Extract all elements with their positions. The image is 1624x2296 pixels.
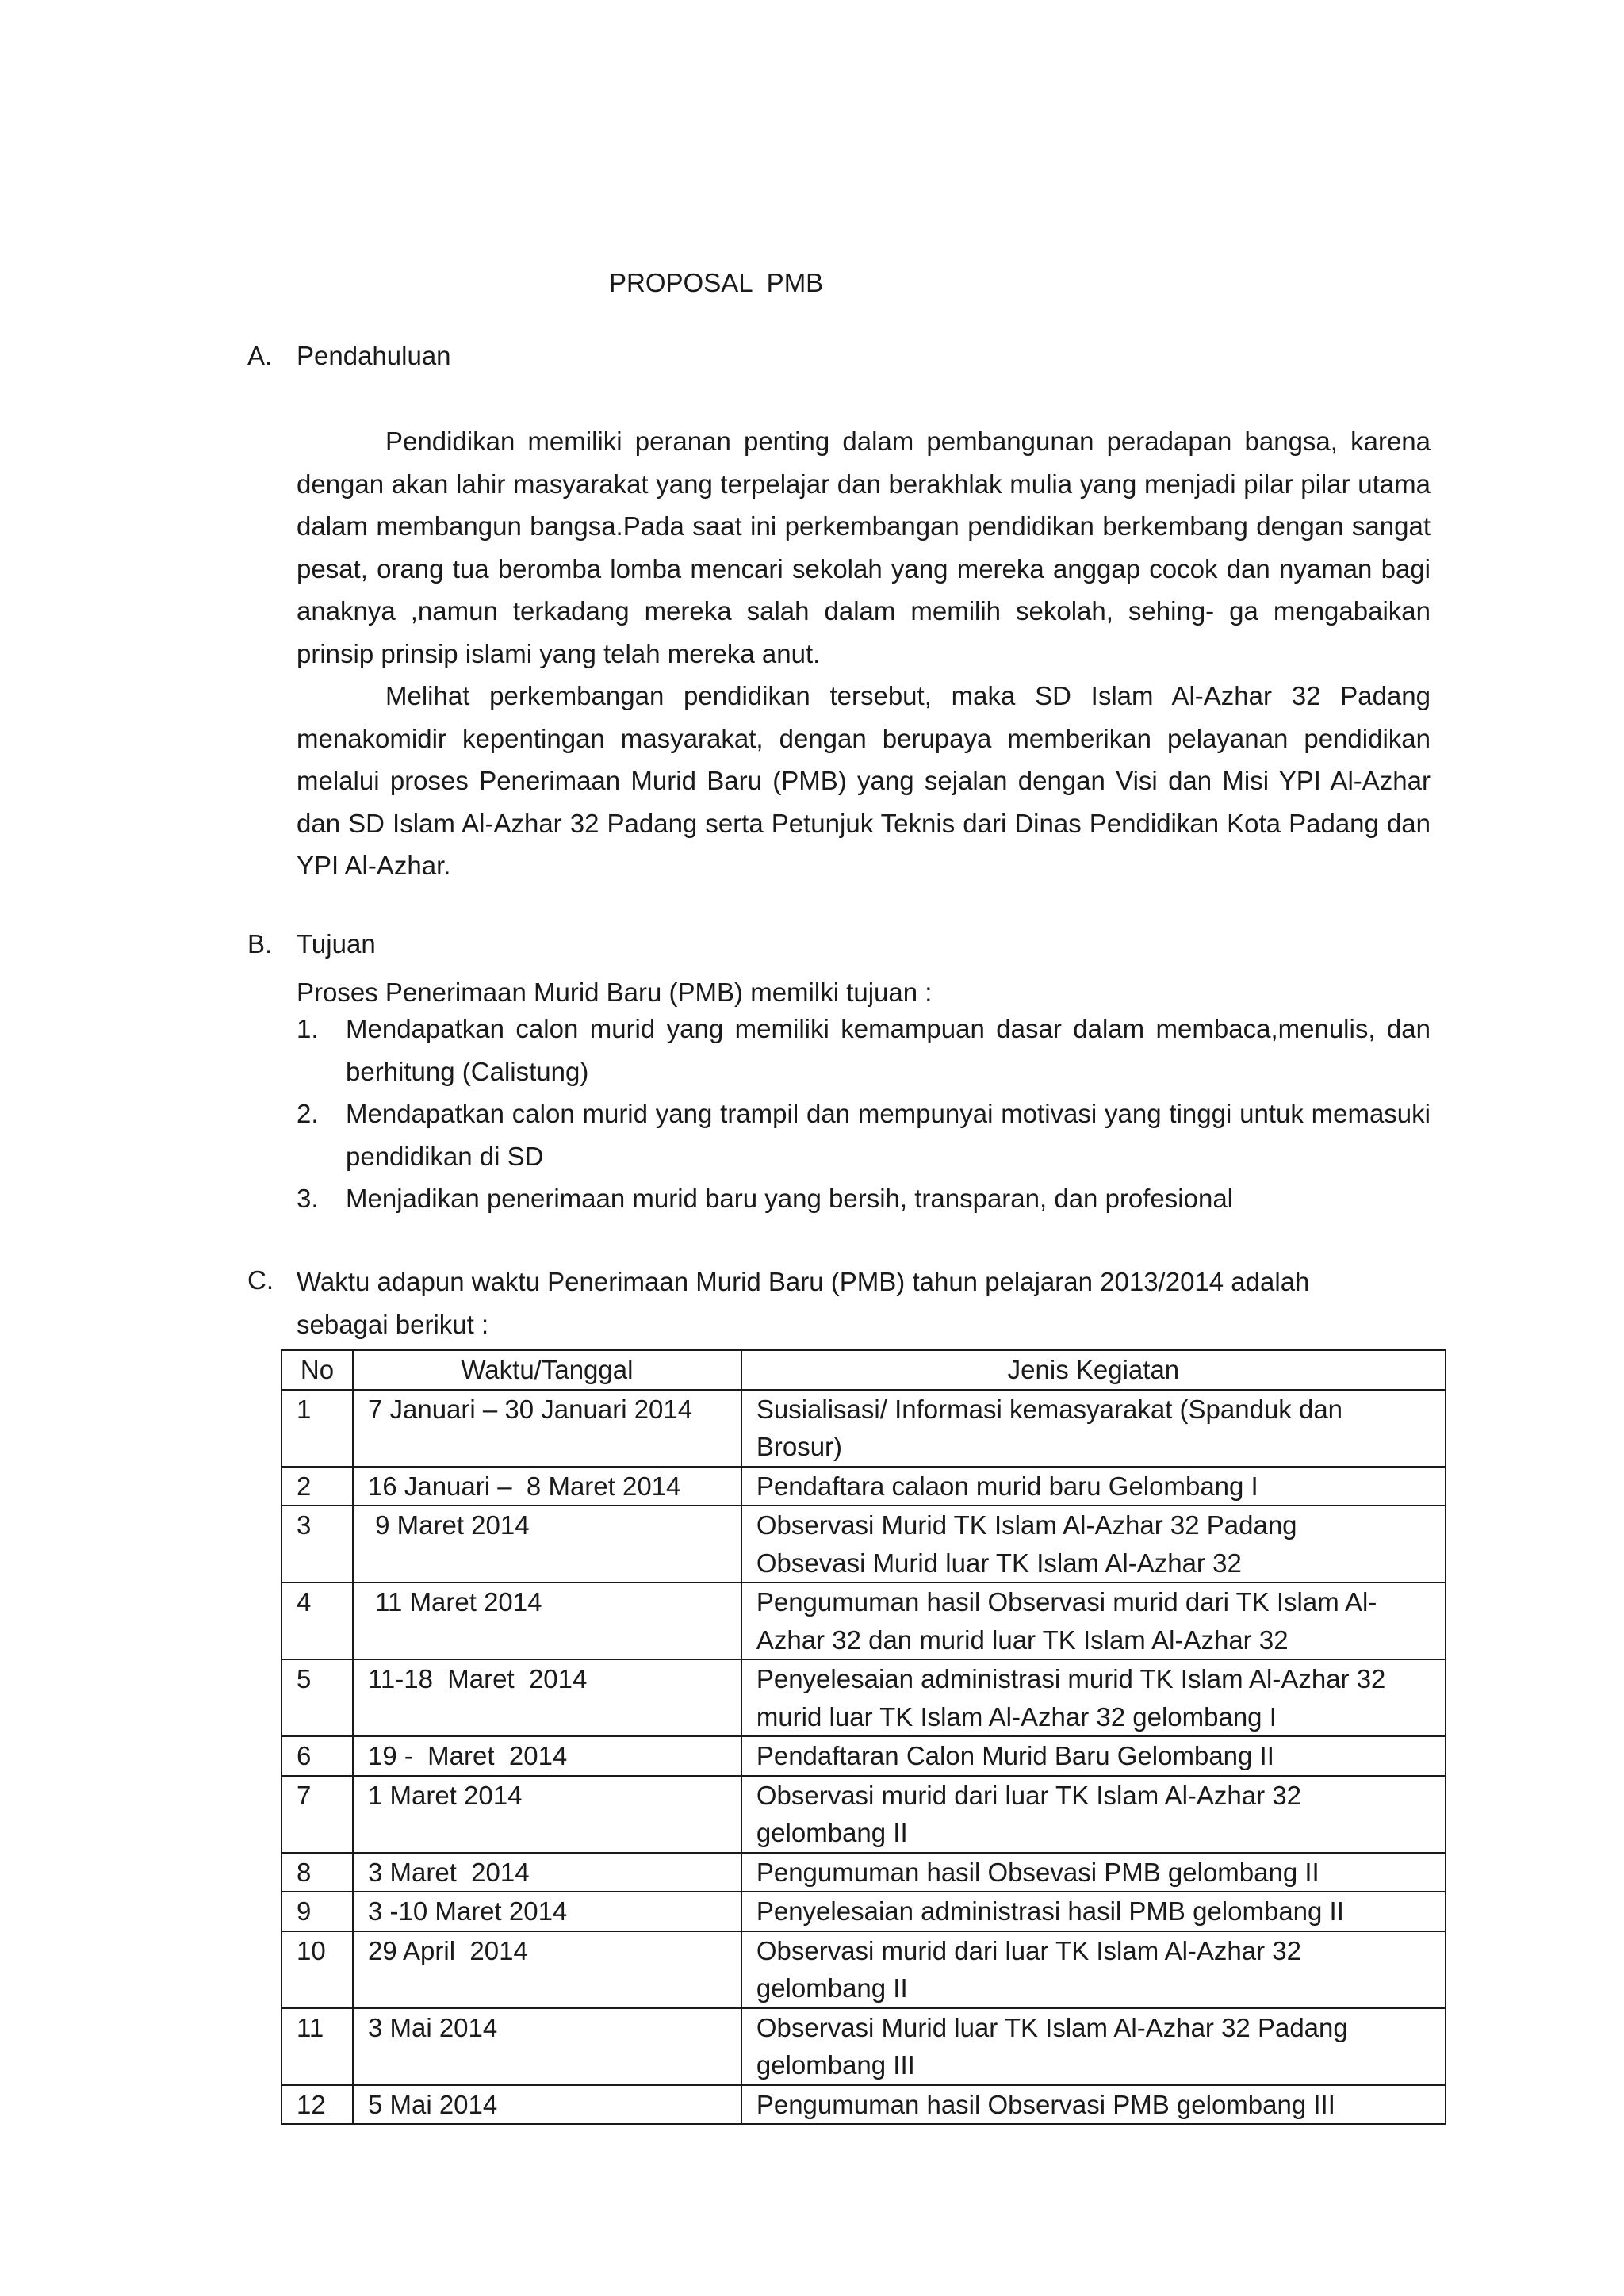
row-number: 3 [282, 1506, 353, 1582]
section-b-intro: Proses Penerimaan Murid Baru (PMB) memilki tujuan : [297, 978, 933, 1007]
section-c-letter: C. [247, 1265, 274, 1295]
column-header-date: Waktu/Tanggal [353, 1350, 741, 1390]
row-number: 10 [282, 1931, 353, 2008]
row-number: 6 [282, 1736, 353, 1776]
row-number: 4 [282, 1582, 353, 1659]
section-a-letter: A. [247, 341, 273, 370]
row-activity: Pendaftara calaon murid baru Gelombang I [741, 1467, 1446, 1506]
table-row [282, 1506, 1446, 1582]
row-number: 9 [282, 1892, 353, 1931]
table-row [282, 1390, 1446, 1467]
row-date: 29 April 2014 [353, 1931, 741, 2008]
row-activity: Observasi Murid TK Islam Al-Azhar 32 Padang Obsevasi Murid luar TK Islam Al-Azhar 32 [741, 1506, 1446, 1582]
list-item [297, 1008, 1431, 1093]
row-activity: Observasi murid dari luar TK Islam Al-Azhar 32 gelombang II [741, 1931, 1446, 2008]
list-item [297, 1177, 1431, 1220]
row-number: 11 [282, 2008, 353, 2085]
row-date: 9 Maret 2014 [353, 1506, 741, 1582]
section-a-paragraph-2: Melihat perkembangan pendidikan tersebut, maka SD Islam Al-Azhar 32 Padang menakomidir kepentingan masyarakat, dengan berupaya memberikan pelayanan pendidikan melalui proses Penerimaan Murid Baru (PMB) yang sejalan dengan Visi dan Misi YPI Al-Azhar dan SD Islam Al-Azhar 32 Padang serta Petunjuk Teknis dari Dinas Pendidikan Kota Padang dan YPI Al-Azhar. [297, 681, 1431, 880]
document-title: PROPOSAL PMB [609, 268, 824, 297]
list-item [297, 1093, 1431, 1177]
row-number: 7 [282, 1776, 353, 1853]
row-date: 3 Maret 2014 [353, 1853, 741, 1892]
table-row [282, 2085, 1446, 2125]
row-number: 8 [282, 1853, 353, 1892]
tujuan-list [297, 1008, 1431, 1220]
list-item-text: Mendapatkan calon murid yang trampil dan mempunyai motivasi yang tinggi untuk memasuki pendidikan di SD [346, 1099, 1431, 1171]
table-row [282, 1853, 1446, 1892]
table-row [282, 2008, 1446, 2085]
row-number: 1 [282, 1390, 353, 1467]
row-date: 16 Januari – 8 Maret 2014 [353, 1467, 741, 1506]
row-date: 19 - Maret 2014 [353, 1736, 741, 1776]
list-item-text: Menjadikan penerimaan murid baru yang bersih, transparan, dan profesional [346, 1184, 1234, 1213]
row-date: 5 Mai 2014 [353, 2085, 741, 2125]
section-b-heading: Tujuan [297, 929, 376, 959]
row-date: 3 Mai 2014 [353, 2008, 741, 2085]
row-date: 3 -10 Maret 2014 [353, 1892, 741, 1931]
row-number: 12 [282, 2085, 353, 2125]
row-activity: Pengumuman hasil Observasi murid dari TK Islam Al-Azhar 32 dan murid luar TK Islam Al-Azhar 32 [741, 1582, 1446, 1659]
row-date: 1 Maret 2014 [353, 1776, 741, 1853]
row-activity: Penyelesaian administrasi murid TK Islam Al-Azhar 32 murid luar TK Islam Al-Azhar 32 gelombang I [741, 1659, 1446, 1736]
row-activity: Penyelesaian administrasi hasil PMB gelombang II [741, 1892, 1446, 1931]
table-row [282, 1892, 1446, 1931]
column-header-no: No [282, 1350, 353, 1390]
row-activity: Pendaftaran Calon Murid Baru Gelombang II [741, 1736, 1446, 1776]
section-c-intro: Waktu adapun waktu Penerimaan Murid Baru (PMB) tahun pelajaran 2013/2014 adalah sebagai berikut : [297, 1267, 1310, 1339]
row-date: 7 Januari – 30 Januari 2014 [353, 1390, 741, 1467]
table-header-row [282, 1350, 1446, 1390]
table-row [282, 1467, 1446, 1506]
schedule-table [281, 1349, 1446, 2125]
table-row [282, 1659, 1446, 1736]
row-activity: Observasi murid dari luar TK Islam Al-Azhar 32 gelombang II [741, 1776, 1446, 1853]
row-activity: Observasi Murid luar TK Islam Al-Azhar 32 Padang gelombang III [741, 2008, 1446, 2085]
list-item-number: 3. [297, 1184, 319, 1213]
row-activity: Pengumuman hasil Observasi PMB gelombang III [741, 2085, 1446, 2125]
row-number: 5 [282, 1659, 353, 1736]
row-activity: Susialisasi/ Informasi kemasyarakat (Spanduk dan Brosur) [741, 1390, 1446, 1467]
table-row [282, 1931, 1446, 2008]
table-row [282, 1582, 1446, 1659]
row-date: 11 Maret 2014 [353, 1582, 741, 1659]
list-item-number: 1. [297, 1014, 319, 1043]
table-row [282, 1736, 1446, 1776]
row-date: 11-18 Maret 2014 [353, 1659, 741, 1736]
list-item-text: Mendapatkan calon murid yang memiliki kemampuan dasar dalam membaca,menulis, dan berhitung (Calistung) [346, 1014, 1431, 1086]
section-a-heading: Pendahuluan [297, 341, 451, 370]
table-row [282, 1776, 1446, 1853]
row-number: 2 [282, 1467, 353, 1506]
row-activity: Pengumuman hasil Obsevasi PMB gelombang II [741, 1853, 1446, 1892]
section-a-paragraph-1: Pendidikan memiliki peranan penting dalam pembangunan peradapan bangsa, karena dengan akan lahir masyarakat yang terpelajar dan berakhlak mulia yang menjadi pilar pilar utama dalam membangun bangsa.Pada saat ini perkembangan pendidikan berkembang dengan sangat pesat, orang tua beromba lomba mencari sekolah yang mereka anggap cocok dan nyaman bagi anaknya ,namun terkadang mereka salah dalam memilih sekolah, sehing- ga mengabaikan prinsip prinsip islami yang telah mereka anut. [297, 427, 1431, 668]
schedule-table-body [282, 1390, 1446, 2125]
section-b-letter: B. [247, 929, 273, 959]
list-item-number: 2. [297, 1099, 319, 1128]
column-header-activity: Jenis Kegiatan [741, 1350, 1446, 1390]
